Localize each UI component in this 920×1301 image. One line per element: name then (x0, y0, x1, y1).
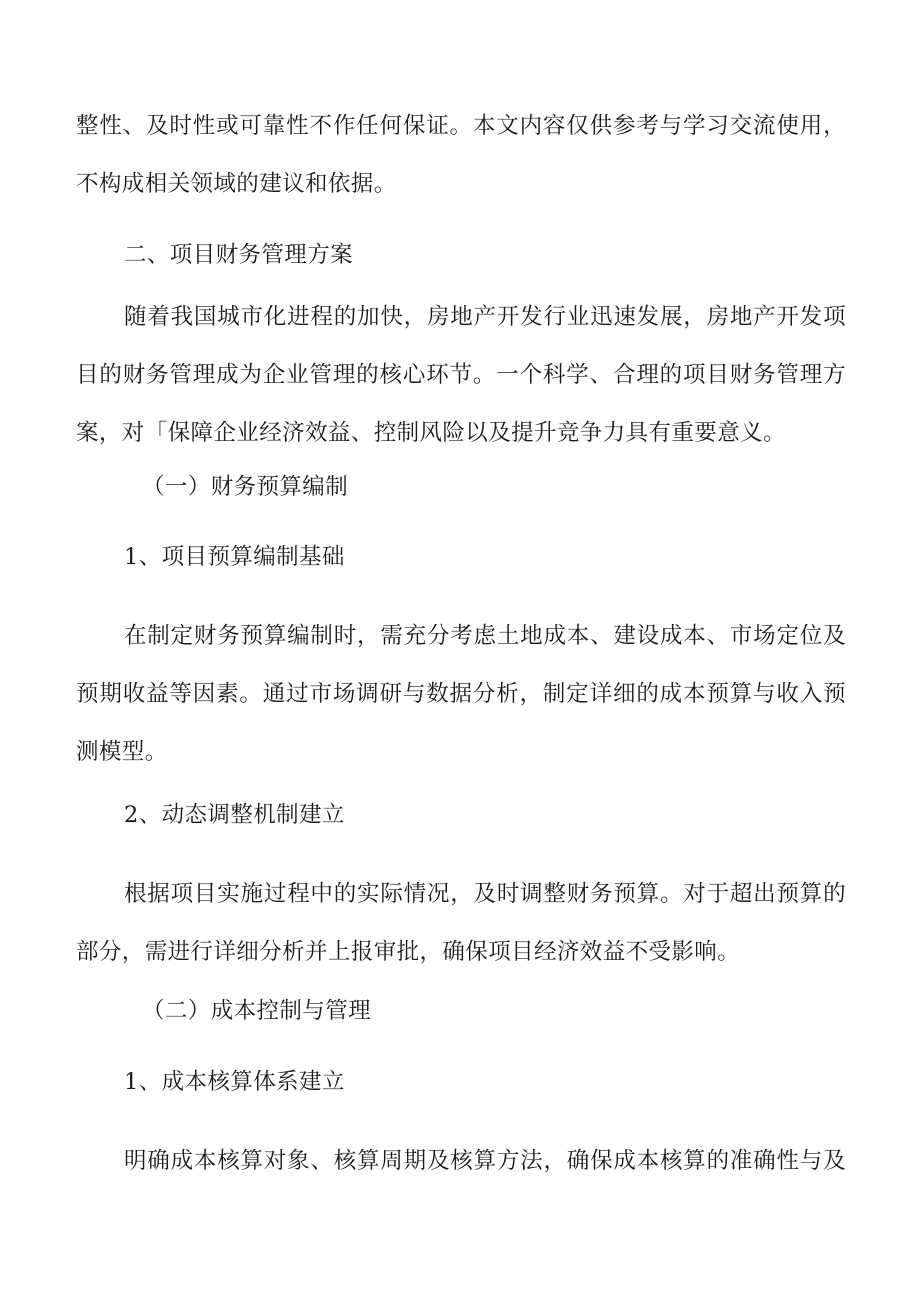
paragraph-budget-basis (76, 607, 846, 781)
subheading-text: （一）财务预算编制 (142, 474, 349, 500)
paragraph-cost-accounting (76, 1132, 846, 1190)
paragraph-dynamic-adjust (76, 865, 846, 981)
subheading-cost-control (76, 982, 846, 1040)
subheading-text: （二）成本控制与管理 (142, 998, 372, 1024)
paragraph-intro (76, 288, 846, 462)
item-heading-text: 1、项目预算编制基础 (124, 544, 345, 570)
paragraph-line: 测模型。 (76, 739, 168, 765)
item-heading-text: 1、成本核算体系建立 (124, 1069, 345, 1095)
item-heading-budget-basis (76, 528, 846, 586)
paragraph-line: 不构成相关领域的建议和依据。 (76, 171, 397, 197)
paragraph-line: 目的财务管理成为企业管理的核心环节。一个科学、合理的项目财务管理方 (76, 362, 846, 388)
paragraph-line: 明确成本核算对象、核算周期及核算方法，确保成本核算的准确性与及 (124, 1148, 846, 1174)
paragraph-line: 案，对「保障企业经济效益、控制风险以及提升竞争力具有重要意义。 (76, 420, 786, 446)
section-heading-text: 二、项目财务管理方案 (124, 242, 354, 268)
paragraph-line: 根据项目实施过程中的实际情况，及时调整财务预算。对于超出预算的 (124, 881, 846, 907)
item-heading-cost-accounting (76, 1053, 846, 1111)
paragraph-disclaimer (76, 97, 846, 213)
subheading-budget (76, 458, 846, 516)
paragraph-line: 部分，需进行详细分析并上报审批，确保项目经济效益不受影响。 (76, 939, 741, 965)
item-heading-dynamic-adjust (76, 786, 846, 844)
section-heading (76, 226, 846, 284)
paragraph-line: 在制定财务预算编制时，需充分考虑土地成本、建设成本、市场定位及 (124, 623, 846, 649)
paragraph-line: 预期收益等因素。通过市场调研与数据分析，制定详细的成本预算与收入预 (76, 681, 846, 707)
item-heading-text: 2、动态调整机制建立 (124, 802, 345, 828)
paragraph-line: 整性、及时性或可靠性不作任何保证。本文内容仅供参考与学习交流使用， (76, 113, 846, 139)
paragraph-line: 随着我国城市化进程的加快，房地产开发行业迅速发展，房地产开发项 (124, 304, 846, 330)
